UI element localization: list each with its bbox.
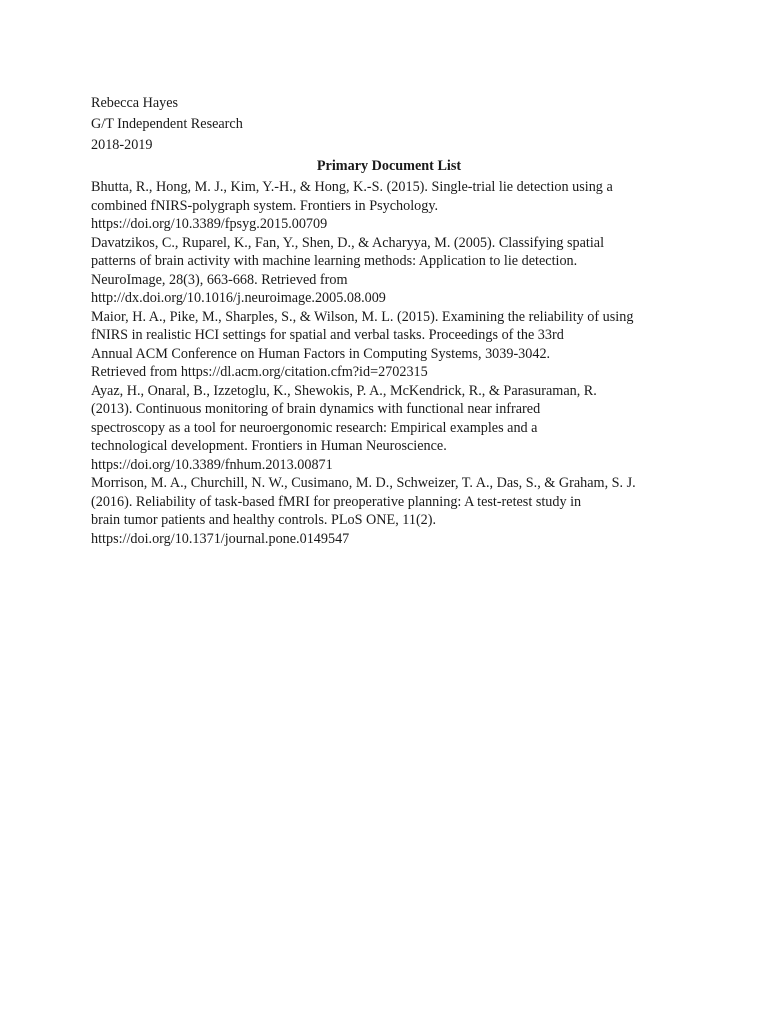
reference-line: fNIRS in realistic HCI settings for spatial and verbal tasks. Proceedings of the 33rd — [91, 327, 564, 343]
reference-link: Retrieved from https://dl.acm.org/citation.cfm?id=2702315 — [91, 364, 428, 380]
reference-link: https://doi.org/10.1371/journal.pone.0149547 — [91, 530, 350, 547]
reference-line: combined fNIRS-polygraph system. Frontiers in Psychology. — [91, 197, 439, 214]
reference-line: NeuroImage, 28(3), 663-668. Retrieved from — [91, 271, 348, 288]
reference-link: https://doi.org/10.3389/fpsyg.2015.00709 — [91, 216, 328, 232]
reference-entry — [91, 382, 681, 475]
reference-line: spectroscopy as a tool for neuroergonomic research: Empirical examples and a — [91, 419, 538, 436]
reference-line: patterns of brain activity with machine learning methods: Application to lie detection. — [91, 253, 578, 269]
reference-entry — [91, 178, 681, 234]
reference-line: brain tumor patients and healthy controls. PLoS ONE, 11(2). — [91, 512, 437, 528]
reference-line: (2016). Reliability of task-based fMRI for preoperative planning: A test-retest study in — [91, 493, 582, 510]
author-name: Rebecca Hayes — [91, 95, 179, 111]
reference-line: Annual ACM Conference on Human Factors in Computing Systems, 3039-3042. — [91, 345, 551, 362]
reference-line: Ayaz, H., Onaral, B., Izzetoglu, K., Shewokis, P. A., McKendrick, R., & Parasuraman, R. — [91, 382, 597, 399]
school-year: 2018-2019 — [91, 137, 153, 153]
document-page — [91, 94, 681, 548]
reference-entry — [91, 234, 681, 308]
course-name: G/T Independent Research — [91, 116, 243, 132]
reference-link: http://dx.doi.org/10.1016/j.neuroimage.2005.08.009 — [91, 290, 386, 306]
reference-entry — [91, 474, 681, 548]
reference-line: Morrison, M. A., Churchill, N. W., Cusimano, M. D., Schweizer, T. A., Das, S., & Graham, S. J. — [91, 475, 636, 491]
reference-line: technological development. Frontiers in Human Neuroscience. — [91, 438, 447, 454]
reference-line: Bhutta, R., Hong, M. J., Kim, Y.-H., & Hong, K.-S. (2015). Single-trial lie detection using a — [91, 179, 613, 195]
reference-line: (2013). Continuous monitoring of brain dynamics with functional near infrared — [91, 401, 541, 417]
reference-list — [91, 178, 681, 548]
reference-link: https://doi.org/10.3389/fnhum.2013.00871 — [91, 456, 333, 473]
reference-entry — [91, 308, 681, 382]
document-title: Primary Document List — [316, 158, 462, 174]
reference-line: Maior, H. A., Pike, M., Sharples, S., & Wilson, M. L. (2015). Examining the reliability of using — [91, 308, 634, 325]
reference-line: Davatzikos, C., Ruparel, K., Fan, Y., Shen, D., & Acharyya, M. (2005). Classifying spatial — [91, 234, 605, 251]
